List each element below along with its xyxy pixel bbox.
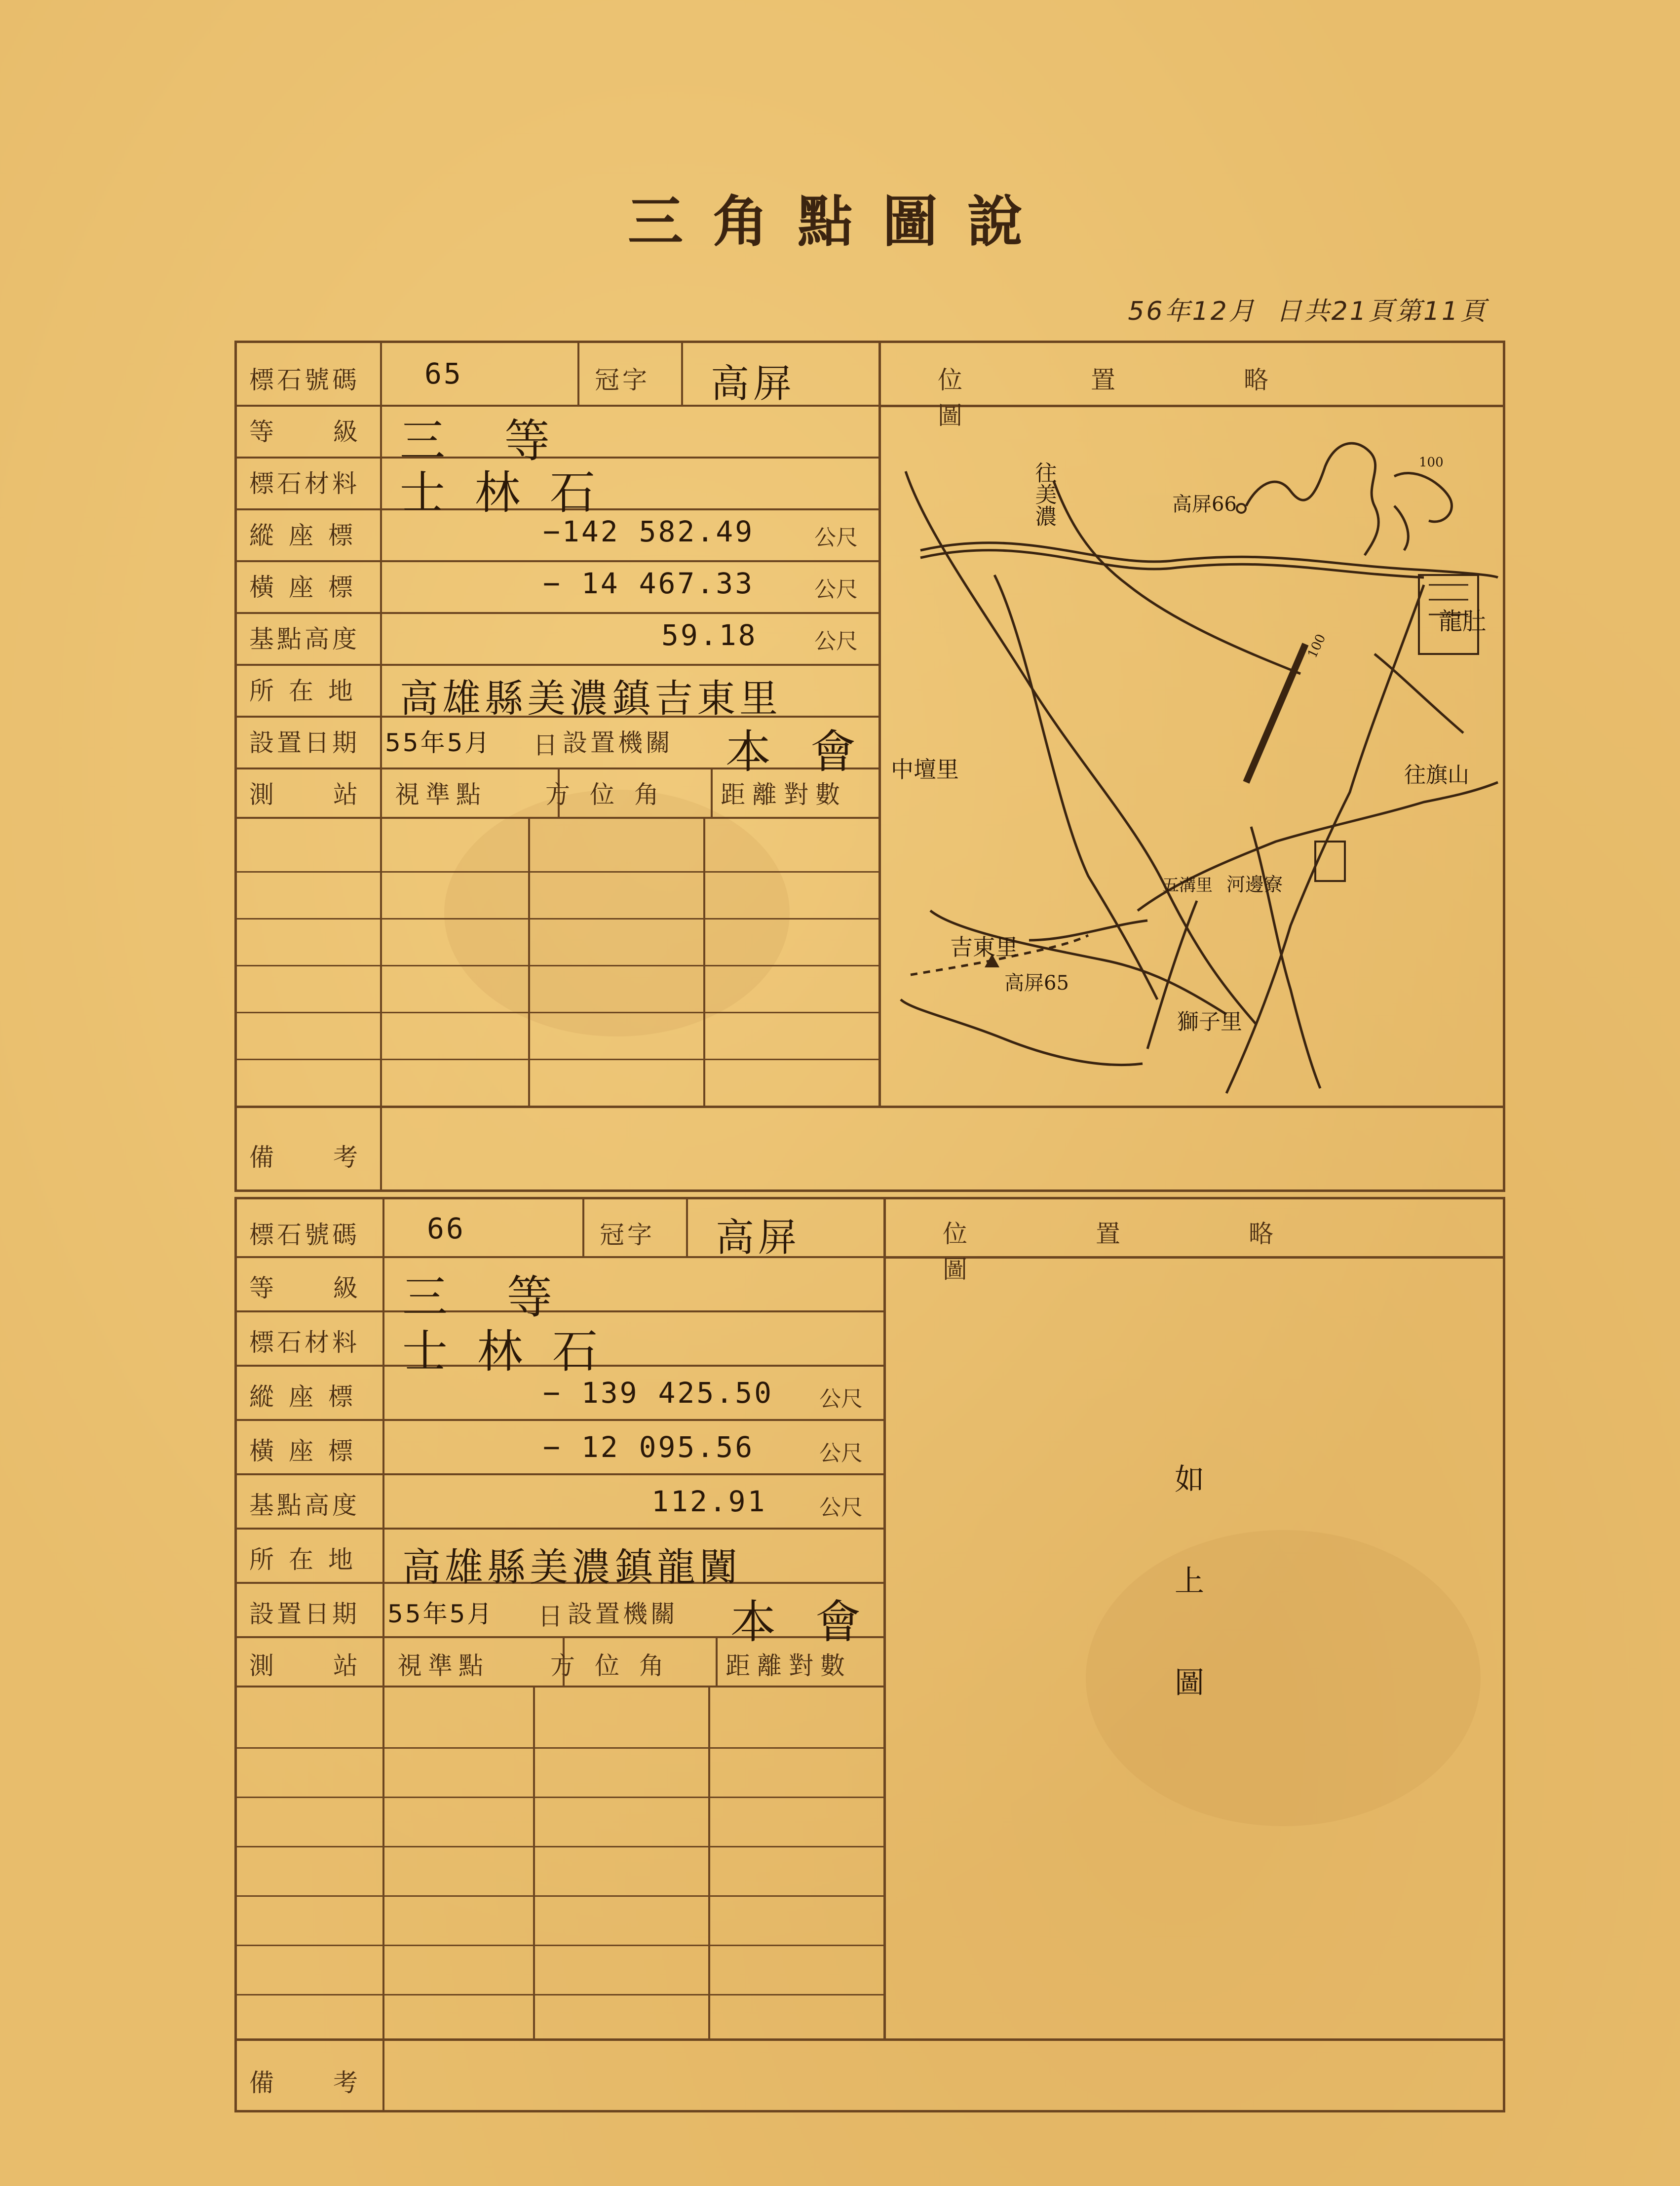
map-note-char: 上 [1175,1564,1204,1599]
label-install-org: 設置機關 [568,1600,678,1628]
label-install-org: 設置機關 [563,729,673,757]
unit-horizontal: 公尺 [819,1441,863,1466]
value-grade: 三等 [400,415,610,467]
page-info [1108,290,1488,327]
map-label-wugou: 五溝里 [1162,876,1213,895]
map-label-jidong: 吉東里 [950,934,1018,960]
map-label-to-qishan: 往旗山 [1404,763,1469,788]
map-label-contour: 100 [1305,632,1329,660]
map-hill [1394,506,1408,550]
page-date: 56年12月 [1128,297,1257,326]
value-prefix: 高屏 [711,362,796,406]
map-road [1375,654,1463,733]
label-install-date: 設置日期 [249,729,360,757]
label-location: 所在地 [249,677,368,705]
label-prefix: 冠字 [595,366,650,394]
label-location: 所在地 [249,1545,368,1574]
map-label-gaoping65: 高屏65 [1004,972,1069,995]
map-road [1226,585,1424,1093]
location-map [881,407,1500,1103]
value-grade: 三等 [402,1271,612,1324]
value-install-org: 本會 [725,726,896,778]
map-hill [1394,473,1451,522]
unit-horizontal: 公尺 [814,577,858,602]
label-horizontal: 橫座標 [249,1437,368,1465]
value-horizontal: − 12 095.56 [543,1430,755,1464]
value-elevation: 112.91 [651,1485,767,1518]
label-stone-no: 標石號碼 [249,366,360,394]
map-road [930,911,1226,1014]
value-vertical: − 139 425.50 [543,1376,774,1410]
document-title: 三角點圖說 [628,190,1052,254]
value-stone-no: 66 [427,1212,465,1245]
map-header-text: 位置略圖 [938,366,1397,430]
label-distance: 距離對數 [725,1651,852,1680]
value-material: 士林石 [402,1325,628,1378]
label-azimuth: 方位角 [545,780,679,809]
map-road [1251,827,1320,1088]
point-marker-66 [1237,504,1246,513]
unit-vertical: 公尺 [814,525,858,550]
value-install-date: 55年5月 [385,729,492,757]
map-header [943,1214,1461,1285]
label-sight: 視準點 [395,780,487,809]
map-header-text: 位置略圖 [943,1220,1402,1284]
label-material: 標石材料 [249,1328,360,1357]
map-hill [1246,443,1378,555]
record-form-1 [234,341,1505,1192]
label-install-date: 設置日期 [249,1600,360,1628]
label-sight: 視準點 [397,1651,489,1680]
label-distance: 距離對數 [721,780,847,809]
map-note-char: 如 [1175,1462,1204,1497]
value-horizontal: − 14 467.33 [543,567,755,600]
value-stone-no: 65 [424,357,463,390]
map-label-longdu: 龍肚 [1439,608,1487,635]
unit-elevation: 公尺 [814,629,858,654]
label-stone-no: 標石號碼 [249,1221,360,1249]
map-village [1315,842,1345,881]
map-label-hebianliao: 河邊寮 [1226,874,1283,895]
label-material: 標石材料 [249,469,360,498]
map-label-gaoping66: 高屏66 [1172,493,1237,516]
map-road [901,999,1143,1065]
label-azimuth: 方位角 [550,1651,684,1680]
label-elevation: 基點高度 [249,1491,360,1520]
value-material: 士林石 [400,466,625,519]
map-road [1029,920,1147,940]
unit-elevation: 公尺 [819,1495,863,1520]
label-station: 測站 [249,1651,417,1680]
value-install-org: 本會 [730,1596,901,1649]
map-note-char: 圖 [1175,1666,1204,1700]
value-prefix: 高屏 [716,1216,801,1260]
value-elevation: 59.18 [661,618,758,652]
label-horizontal: 橫座標 [249,573,368,602]
label-prefix: 冠字 [600,1221,655,1249]
value-vertical: −142 582.49 [543,515,755,548]
label-grade: 等級 [249,1274,417,1303]
map-label-contour: 100 [1419,455,1444,470]
map-note-same-as-above [1160,1456,1219,1761]
record-form-2 [234,1197,1505,2112]
map-label-to-meinong: 往美濃 [1031,461,1057,527]
label-day: 日 [533,731,561,760]
label-vertical: 縱座標 [249,521,368,550]
value-install-date: 55年5月 [387,1600,494,1628]
value-location: 高雄縣美濃鎮吉東里 [400,677,782,721]
map-road [920,543,1498,577]
value-location: 高雄縣美濃鎮龍闐 [402,1545,742,1590]
label-remarks: 備考 [249,2069,417,2097]
map-label-shizi: 獅子里 [1177,1009,1242,1035]
unit-vertical: 公尺 [819,1386,863,1412]
label-vertical: 縱座標 [249,1382,368,1411]
label-remarks: 備考 [249,1143,417,1172]
label-day: 日 [538,1602,566,1631]
label-grade: 等級 [249,418,417,446]
page-count: 日共21頁第11頁 [1276,297,1488,326]
label-station: 測站 [249,780,417,809]
map-label-zhongtan: 中壇里 [891,756,959,783]
label-elevation: 基點高度 [249,625,360,653]
